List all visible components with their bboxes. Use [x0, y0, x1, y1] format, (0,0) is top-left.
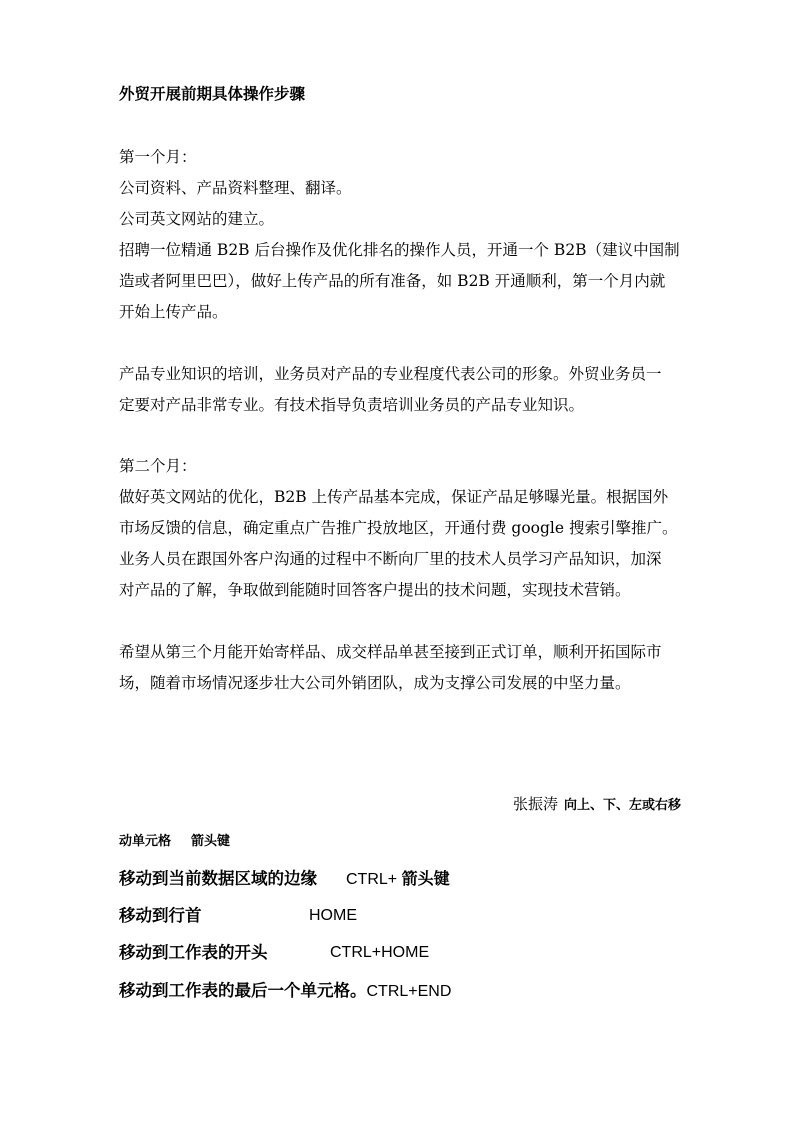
paragraph-line: 第二个月： — [119, 457, 197, 475]
signature-line — [513, 794, 681, 816]
shortcut-key-text: CTRL+ — [346, 871, 402, 888]
paragraph-line: 业务人员在跟国外客户沟通的过程中不断向厂里的技术人员学习产品知识，加深 — [119, 550, 662, 568]
shortcut-key-zh: 箭头键 — [401, 869, 450, 888]
subheading-right: 箭头键 — [191, 834, 231, 849]
shortcut-subheading — [119, 833, 230, 851]
shortcut-key: CTRL+HOME — [330, 944, 430, 961]
shortcut-label: 移动到工作表的最后一个单元格。 — [119, 981, 367, 1000]
document-title: 外贸开展前期具体操作步骤 — [119, 84, 306, 103]
paragraph-line: 市场反馈的信息，确定重点广告推广投放地区，开通付费 google 搜索引擎推广。 — [119, 519, 678, 537]
paragraph-line: 公司英文网站的建立。 — [119, 210, 275, 228]
paragraph-line: 对产品的了解，争取做到能随时回答客户提出的技术问题，实现技术营销。 — [119, 581, 631, 599]
shortcut-key: CTRL+END — [366, 983, 452, 1000]
shortcut-key: HOME — [309, 907, 357, 924]
shortcut-row — [119, 905, 357, 927]
shortcut-label: 移动到当前数据区域的边缘 — [119, 869, 317, 888]
paragraph-line: 造或者阿里巴巴），做好上传产品的所有准备，如 B2B 开通顺利，第一个月内就 — [119, 272, 666, 290]
paragraph-line: 第一个月： — [119, 148, 197, 166]
shortcut-hint: 向上、下、左或右移 — [564, 798, 682, 813]
paragraph-line: 公司资料、产品资料整理、翻译。 — [119, 179, 352, 197]
shortcut-label: 移动到行首 — [119, 906, 202, 925]
shortcut-label: 移动到工作表的开头 — [119, 943, 268, 962]
paragraph-line: 开始上传产品。 — [119, 303, 228, 321]
shortcut-row — [119, 980, 451, 1003]
paragraph-line: 产品专业知识的培训，业务员对产品的专业程度代表公司的形象。外贸业务员一 — [119, 365, 662, 383]
paragraph-line: 做好英文网站的优化，B2B 上传产品基本完成，保证产品足够曝光量。根据国外 — [119, 488, 669, 506]
shortcut-row — [119, 868, 450, 890]
paragraph-line: 场，随着市场情况逐步壮大公司外销团队，成为支撑公司发展的中坚力量。 — [119, 674, 631, 692]
subheading-left: 动单元格 — [119, 834, 172, 849]
author-name: 张振涛 — [513, 795, 559, 813]
paragraph-line: 定要对产品非常专业。有技术指导负责培训业务员的产品专业知识。 — [119, 396, 585, 414]
paragraph-line: 希望从第三个月能开始寄样品、成交样品单甚至接到正式订单，顺利开拓国际市 — [119, 643, 662, 661]
shortcut-row — [119, 942, 430, 964]
paragraph-line: 招聘一位精通 B2B 后台操作及优化排名的操作人员，开通一个 B2B（建议中国制 — [119, 241, 680, 259]
shortcut-key — [346, 868, 450, 891]
